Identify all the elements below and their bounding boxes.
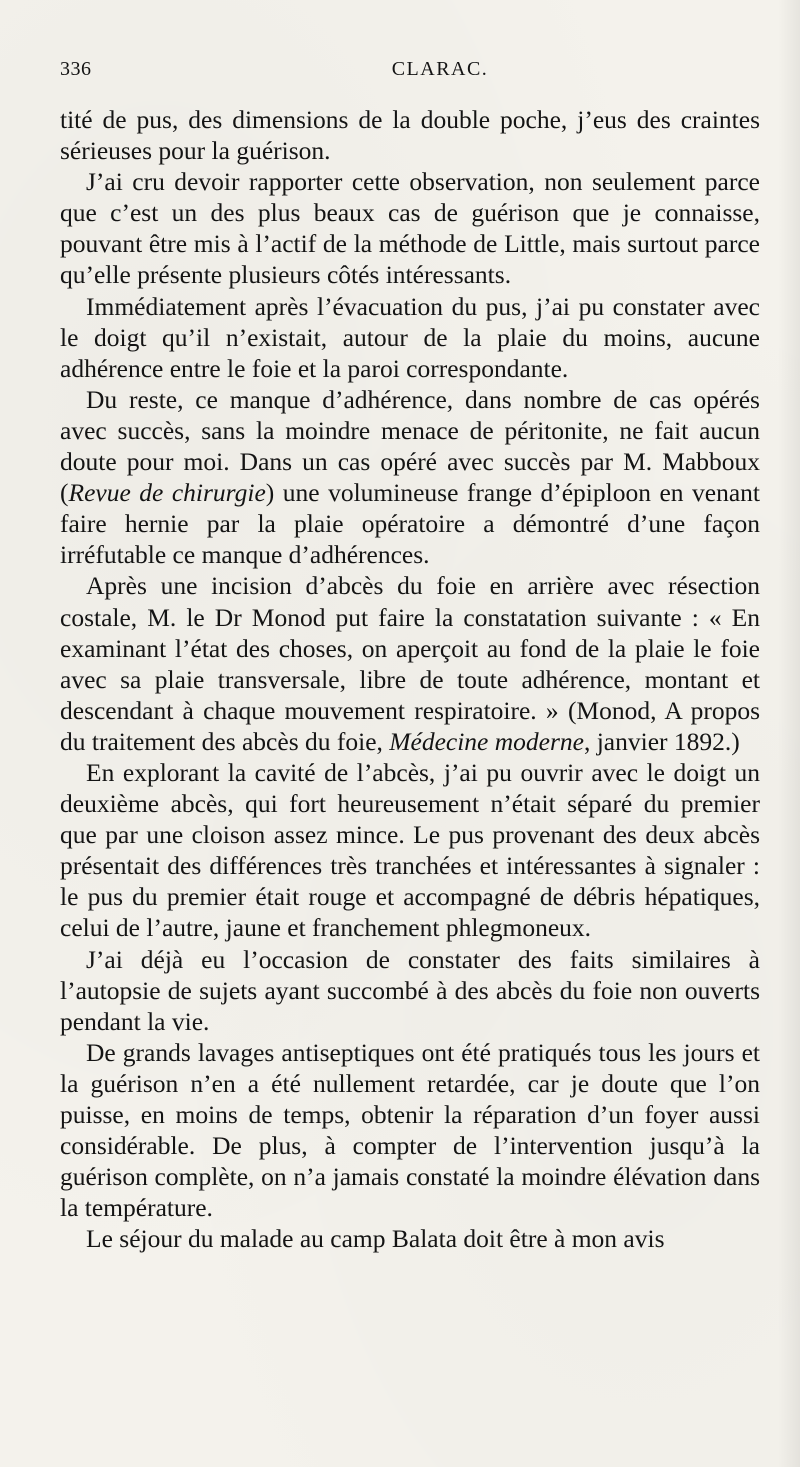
- running-head: CLARAC.: [391, 58, 489, 80]
- page-header: [60, 58, 760, 88]
- paragraph-1: tité de pus, des dimensions de la double poche, j’eus des craintes sérieuses pour la guérison.: [60, 105, 760, 166]
- body-text: [60, 104, 760, 1254]
- journal-title-medecine-moderne: Médecine moderne: [389, 726, 584, 756]
- paragraph-3: Immédiatement après l’évacuation du pus, j’ai pu constater avec le doigt qu’il n’existait, autour de la plaie du moins, aucune adhérence entre le foie et la paroi correspondante.: [60, 291, 760, 383]
- paragraph-4-text-a: Du reste, ce manque d’adhérence, dans nombre de cas opérés avec succès, sans la moindre menace de péritonite, ne fait aucun doute pour moi. Dans un cas opéré avec succès par M. Mabboux (: [60, 384, 760, 508]
- paragraph-5-text-b: , janvier 1892.): [583, 726, 740, 756]
- page-number: 336: [60, 58, 92, 80]
- paragraph-2: J’ai cru devoir rapporter cette observation, non seulement parce que c’est un des plus beaux cas de guérison que je connaisse, pouvant être mis à l’actif de la méthode de Little, mais surtout parce qu’elle présente plusieurs côtés intéressants.: [60, 167, 760, 290]
- paragraph-4: [60, 384, 760, 571]
- page-edge-shadow: [778, 0, 800, 1467]
- journal-title-revue-de-chirurgie: Revue de chirurgie: [68, 478, 266, 508]
- paragraph-4-text-b: ) une volumineuse frange d’épiploon en venant faire hernie par la plaie opératoire a démontré d’une façon irréfutable ce manque d’adhérences.: [60, 478, 760, 570]
- paragraph-5: [60, 570, 760, 757]
- paragraph-5-text-a: Après une incision d’abcès du foie en arrière avec résection costale, M. le Dr Monod put faire la constatation suivante : « En examinant l’état des choses, on aperçoit au fond de la plaie le foie avec sa plaie transversale, libre de toute adhérence, montant et descendant à chaque mouvement respiratoire. » (Monod, A propos du traitement des abcès du foie,: [60, 571, 760, 756]
- paragraph-8: De grands lavages antiseptiques ont été pratiqués tous les jours et la guérison n’en a été nullement retardée, car je doute que l’on puisse, en moins de temps, obtenir la réparation d’un foyer aussi considérable. De plus, à compter de l’intervention jusqu’à la guérison complète, on n’a jamais constaté la moindre élévation dans la température.: [60, 1037, 760, 1223]
- paragraph-7: J’ai déjà eu l’occasion de constater des faits similaires à l’autopsie de sujets ayant succombé à des abcès du foie non ouverts pendant la vie.: [60, 944, 760, 1036]
- paragraph-6: En explorant la cavité de l’abcès, j’ai pu ouvrir avec le doigt un deuxième abcès, qui fort heureusement n’était séparé du premier que par une cloison assez mince. Le pus provenant des deux abcès présentait des différences très tranchées et intéressantes à signaler : le pus du premier était rouge et accompagné de débris hépatiques, celui de l’autre, jaune et franchement phlegmoneux.: [60, 757, 760, 943]
- paragraph-9: Le séjour du malade au camp Balata doit être à mon avis: [86, 1224, 665, 1254]
